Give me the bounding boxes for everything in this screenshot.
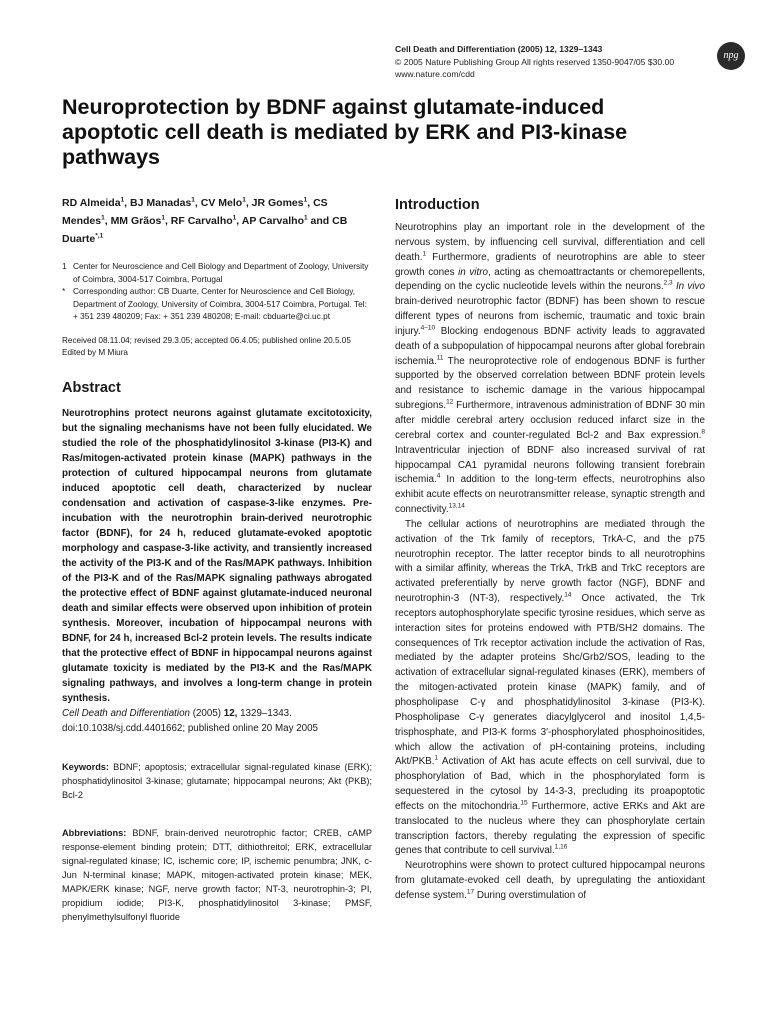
citation-volume: 12, <box>223 707 238 719</box>
journal-info <box>395 43 695 81</box>
journal-line: Cell Death and Differentiation (2005) 12, 1329–1343 <box>395 44 603 54</box>
citation-year: (2005) <box>189 707 224 719</box>
keywords <box>62 760 372 802</box>
keywords-label: Keywords: <box>62 761 109 772</box>
reference-citation[interactable]: 4 <box>436 473 441 481</box>
author-affiliation-mark: 1 <box>242 196 246 204</box>
doi-line[interactable]: doi:10.1038/sj.cdd.4401662; published online 20 May 2005 <box>62 722 319 734</box>
abstract-heading: Abstract <box>62 379 121 396</box>
journal-url[interactable]: www.nature.com/cdd <box>395 69 475 79</box>
affiliation-mark: * <box>62 286 66 296</box>
author-name: CV Melo <box>200 197 243 209</box>
intro-paragraph-2: The cellular actions of neurotrophins are mediated through the activation of the Trk family of receptors, TrkA-C, and the p75 neurotrophin receptor. The latter receptor binds to all neurotrophins with a similar affinity, whereas the TrkA, TrkB and TrkC receptors are activated preferentially by nerve growth factor (NGF), BDNF and neurotrophin-3 (NT-3), respectively.$^{14}$ Once activated, the Trk receptors autophosphorylate specific tyrosine residues, which serve as interaction sites for proteins endowed with PTB/SH2 domains. The consequences of Trk receptor activation include the activation of Ras, mediated by the adapter proteins Shc/Grb2/SOS, leading to the activation of extracellular signal-regulated kinases (ERK), members of the mitogen-activated protein kinase (MAPK) family, and of phospholipase C-γ and phosphatidylinositol 3-kinase (PI3-K). Phospholipase C-γ generates diacylglycerol and inositol 1,4,5-trisphosphate, and PI3-K forms 3′-phosphorylated phosphoinositides, which allow the activation of pH-containing proteins, including Akt/PKB.$^1$ Activation of Akt has acute effects on cell survival, due to phosphorylation of Bad, which in the phosphorylated form is sequestered in the cytosol by 14-3-3, precluding its proapoptotic effects on the mitochondria.$^{15}$ Furthermore, active ERKs and Akt are translocated to the nucleus where they can phosphorylate certain transcription factors, thereby regulating the expression of specific genes that contribute to cell survival.$^{1,16}$ <box>395 518 705 857</box>
introduction-heading: Introduction <box>395 197 480 213</box>
reference-citation[interactable]: 1 <box>422 250 427 258</box>
author-affiliation-mark: 1 <box>303 196 308 204</box>
author-name: RD Almeida <box>62 197 121 209</box>
author-affiliation-mark: 1 <box>120 196 125 204</box>
intro-paragraph-3: Neurotrophins were shown to protect cultured hippocampal neurons from glutamate-evoked cell death, by upregulating the antioxidant defense system.$^{17}$ During overstimulation of <box>395 860 705 901</box>
reference-citation[interactable]: 14 <box>564 591 572 599</box>
author-affiliation-mark: 1 <box>191 196 195 204</box>
affiliation-mark: 1 <box>62 261 67 271</box>
copyright-line: © 2005 Nature Publishing Group All rights reserved 1350-9047/05 $30.00 <box>395 56 675 67</box>
affiliation-item <box>62 260 372 285</box>
author-affiliation-mark: 1 <box>303 214 308 222</box>
author-name: CB Duarte <box>62 215 348 245</box>
affiliations <box>62 260 372 323</box>
author-affiliation-mark: 1 <box>101 214 105 222</box>
italic-term: In vivo <box>675 281 705 293</box>
received-dates: Received 08.11.04; revised 29.3.05; accepted 06.4.05; published online 20.5.05 <box>62 335 351 345</box>
abbreviations-label: Abbreviations: <box>62 827 127 838</box>
reference-citation[interactable]: 2,3 <box>663 280 673 288</box>
article-title: Neuroprotection by BDNF against glutamate-induced apoptotic cell death is mediated by ERK and PI3-kinase pathways <box>62 95 628 169</box>
intro-paragraph-1: Neurotrophins play an important role in the development of the nervous system, by influencing cell survival, differentiation and cell death.$^1$ Furthermore, gradients of neurotrophins are able to steer growth cones in vitro, acting as chemoattractants or chemorepellents, depending on the cyclic nucleotide levels within the neurons.$^{2,3}$ In vivo brain-derived neurotrophic factor (BDNF) has been shown to rescue different types of neurons from ischemic, traumatic and toxic brain injury.$^{4-10}$ Blocking endogenous BDNF activity leads to aggravated death of a subpopulation of hippocampal neurons after global forebrain ischemia.$^{11}$ The neuroprotective role of endogenous BDNF is further supported by the observed correlation between BDNF protein levels and resistance to ischemic damage in the various hippocampal subregions.$^{12}$ Furthermore, intravenous administration of BDNF 30 min after middle cerebral artery occlusion reduced infarct size in the cerebral cortex and counter-regulated Bcl-2 and Bax expression.$^8$ Intraventricular injection of BDNF also increased survival of rat hippocampal CA1 pyramidal neurons following transient forebrain ischemia.$^4$ In addition to the long-term effects, neurotrophins also exhibit acute effects on neurotransmitter release, synaptic strength and connectivity.$^{13,14}$ <box>395 222 706 516</box>
reference-citation[interactable]: 1,16 <box>554 844 568 852</box>
reference-citation[interactable]: 15 <box>520 799 528 807</box>
abbreviations <box>62 826 372 924</box>
affiliation-text: Center for Neuroscience and Cell Biology and Department of Zoology, University of Coimbra, 3004-517 Coimbra, Portugal <box>73 261 369 284</box>
reference-citation[interactable]: 1 <box>434 755 439 763</box>
author-affiliation-mark: *,1 <box>95 232 104 240</box>
reference-citation[interactable]: 12 <box>446 398 454 406</box>
npg-logo: npg <box>717 42 745 70</box>
affiliation-text: Corresponding author: CB Duarte, Center for Neuroscience and Cell Biology, Department of Zoology, University of Coimbra, 3004-517 Coimbra, Portugal. Tel: + 351 239 480209; Fax: + 351 239 480208; E-mail: cbduarte@ci.uc.pt <box>73 286 367 321</box>
reference-citation[interactable]: 4–10 <box>420 324 436 332</box>
italic-term: in vitro <box>458 266 488 278</box>
author-affiliation-mark: 1 <box>161 214 165 222</box>
abstract-text: Neurotrophins protect neurons against glutamate excitotoxicity, but the signaling mechanisms have not been fully elucidated. We studied the role of the phosphatidylinositol 3-kinase (PI3-K) and Ras/mitogen-activated protein kinase (MAPK) pathways in the protection of cultured hippocampal neurons from glutamate induced apoptotic cell death, characterized by nuclear condensation and activation of caspase-3-like enzymes. Pre-incubation with the neurotrophin brain-derived neurotrophic factor (BDNF), for 24 h, reduced glutamate-evoked apoptotic morphology and caspase-3-like activity, and transiently increased the activity of the PI3-K and of the Ras/MAPK pathways. Inhibition of the PI3-K and of the Ras/MAPK signaling pathways abrogated the protective effect of BDNF against glutamate-induced neuronal death and similar effects were observed upon inhibition of protein synthesis. Moreover, incubation of hippocampal neurons with BDNF, for 24 h, increased Bcl-2 protein levels. The results indicate that the protective effect of BDNF in hippocampal neurons against glutamate toxicity is mediated by the PI3-K and the Ras/MAPK signaling pathways, and involves a long-term change in protein synthesis. <box>62 407 372 704</box>
author-name: RF Carvalho <box>170 215 233 227</box>
author-name: BJ Manadas <box>130 197 192 209</box>
author-name: AP Carvalho <box>241 215 304 227</box>
left-column <box>62 194 372 924</box>
reference-citation[interactable]: 8 <box>701 428 705 436</box>
affiliation-item <box>62 285 372 323</box>
author-name: JR Gomes <box>251 197 304 209</box>
abbreviations-text: BDNF, brain-derived neurotrophic factor; CREB, cAMP response-element binding protein; DTT, dithiothreitol; ERK, extracellular signal-regulated kinase; IC, ischemic core; IP, ischemic penumbra; JNK, c-Jun N-terminal kinase; MAPK, mitogen-activated protein kinase; MEK, MAPK/ERK kinase; NGF, nerve growth factor; NT-3, neurotrophin-3; PI, propidium iodide; PI3-K, phosphatidylinositol 3-kinase; PMSF, phenylmethylsulfonyl fluoride <box>62 827 372 922</box>
author-list: RD Almeida$^1$, BJ Manadas$^1$, CV Melo$^1$, JR Gomes$^1$, CS Mendes$^1$, MM Grãos$^1$, RF Carvalho$^1$, AP Carvalho$^1$ and CB Duarte$^{*,1}$ <box>62 196 348 245</box>
right-column <box>395 196 705 904</box>
reference-citation[interactable]: 17 <box>466 888 475 896</box>
citation-journal: Cell Death and Differentiation <box>62 707 190 719</box>
abstract-citation <box>62 706 372 721</box>
author-name: MM Grãos <box>110 215 162 227</box>
author-affiliation-mark: 1 <box>232 214 237 222</box>
reference-citation[interactable]: 11 <box>436 354 444 362</box>
citation-pages: 1329–1343. <box>237 707 292 719</box>
publication-history <box>62 335 372 359</box>
author-name: CS Mendes <box>62 197 328 227</box>
keywords-text: BDNF; apoptosis; extracellular signal-regulated kinase (ERK); phosphatidylinositol 3-kinase; glutamate; hippocampal neurons; Akt (PKB); Bcl-2 <box>62 761 372 800</box>
reference-citation[interactable]: 13,14 <box>448 502 465 510</box>
edited-by: Edited by M Miura <box>62 347 128 357</box>
